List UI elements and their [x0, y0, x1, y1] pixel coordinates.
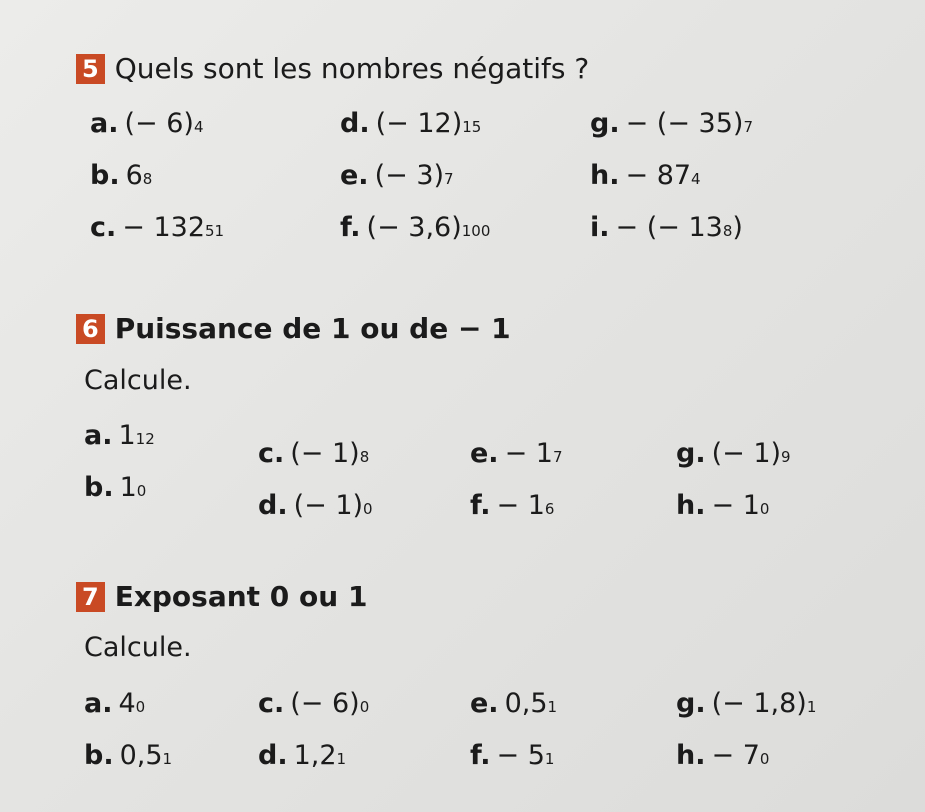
ex5-item-a: a. (− 6) 4: [90, 108, 204, 139]
exercise-5-title: [76, 52, 589, 85]
ex6-item-f: f. − 1 6: [470, 490, 555, 521]
exercise-6-number: 6: [76, 314, 105, 344]
ex7-item-b: b. 0,5 1: [84, 740, 173, 771]
exercise-5-number: 5: [76, 54, 105, 84]
ex5-item-e: e. (− 3) 7: [340, 160, 454, 191]
ex5-item-d: d. (− 12) 15: [340, 108, 482, 139]
ex5-item-h: h. − 87 4: [590, 160, 701, 191]
ex5-item-g: g. − (− 35) 7: [590, 108, 753, 139]
ex6-item-a: a. 1 12: [84, 420, 155, 451]
ex7-item-f: f. − 5 1: [470, 740, 555, 771]
ex6-item-g: g. (− 1) 9: [676, 438, 791, 469]
ex5-item-b: b. 6 8: [90, 160, 153, 191]
exercise-7-instruction: Calcule.: [84, 632, 192, 663]
exercise-7-title: [76, 580, 367, 613]
ex7-item-a: a. 4 0: [84, 688, 146, 719]
ex6-item-e: e. − 1 7: [470, 438, 563, 469]
ex6-item-b: b. 1 0: [84, 472, 147, 503]
ex5-item-c: c. − 132 51: [90, 212, 225, 243]
exercise-6-title: [76, 312, 511, 345]
exercise-7-heading: Exposant 0 ou 1: [114, 580, 368, 613]
ex7-item-d: d. 1,2 1: [258, 740, 347, 771]
ex6-item-d: d. (− 1) 0: [258, 490, 373, 521]
ex6-item-c: c. (− 1) 8: [258, 438, 370, 469]
ex7-item-e: e. 0,5 1: [470, 688, 558, 719]
exercise-6-heading: Puissance de 1 ou de − 1: [114, 312, 511, 345]
exercise-7-number: 7: [76, 582, 105, 612]
ex5-item-i: i. − (− 13 8 ): [590, 212, 743, 243]
ex7-item-g: g. (− 1,8) 1: [676, 688, 817, 719]
ex7-item-c: c. (− 6) 0: [258, 688, 370, 719]
ex7-item-h: h. − 7 0: [676, 740, 770, 771]
exercise-5-heading: Quels sont les nombres négatifs ?: [114, 52, 590, 85]
ex5-item-f: f. (− 3,6) 100: [340, 212, 491, 243]
exercise-6-instruction: Calcule.: [84, 365, 192, 396]
ex6-item-h: h. − 1 0: [676, 490, 770, 521]
